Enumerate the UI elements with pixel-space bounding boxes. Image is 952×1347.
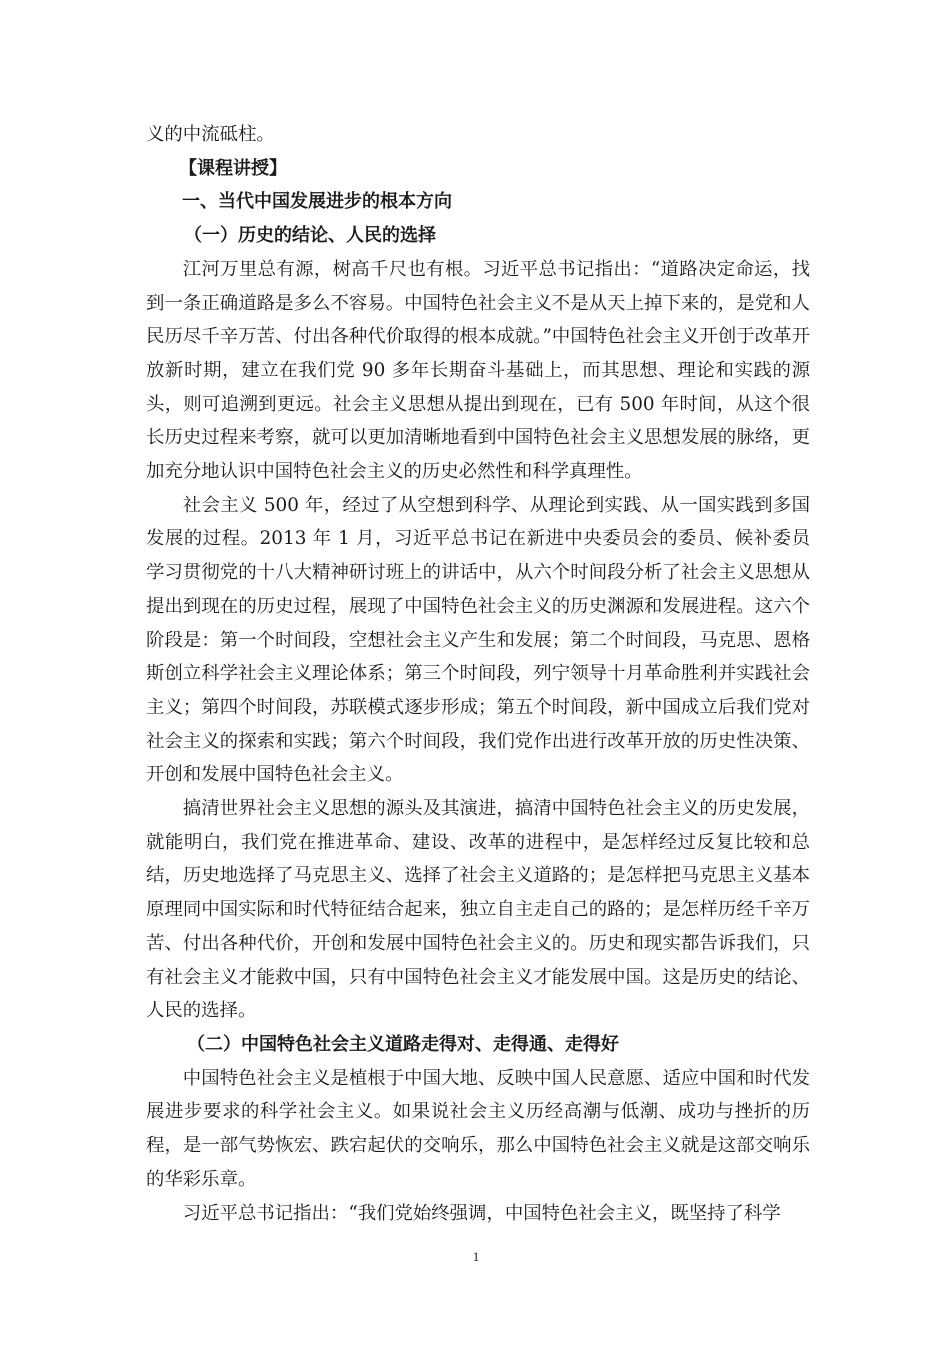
body-paragraph: 江河万里总有源，树高千尺也有根。习近平总书记指出：“道路决定命运，找到一条正确道路是多么不容易。中国特色社会主义不是从天上掉下来的，是党和人民历尽千辛万苦、付出各种代价取得的根本成就。”中国特色社会主义开创于改革开放新时期，建立在我们党 90 多年长期奋斗基础上，而其思想、理论和实践的源头，则可追溯到更远。社会主义思想从提出到现在，已有 500 年时间，从这个很长历史过程来考察，就可以更加清晰地看到中国特色社会主义思想发展的脉络，更加充分地认识中国特色社会主义的历史必然性和科学真理性。: [146, 258, 810, 483]
body-paragraph: 中国特色社会主义是植根于中国大地、反映中国人民意愿、适应中国和时代发展进步要求的科学社会主义。如果说社会主义历经高潮与低潮、成功与挫折的历程，是一部气势恢宏、跌宕起伏的交响乐，那么中国特色社会主义就是这部交响乐的华彩乐章。: [146, 1067, 810, 1190]
section-label-course-lecture: 【课程讲授】: [179, 157, 287, 179]
subsection-heading-2: （二）中国特色社会主义道路走得对、走得通、走得好: [187, 1033, 619, 1055]
body-paragraph: 社会主义 500 年，经过了从空想到科学、从理论到实践、从一国实践到多国发展的过程。2013 年 1 月，习近平总书记在新进中央委员会的委员、候补委员学习贯彻党的十八大精神研讨班上的讲话中，从六个时间段分析了社会主义思想从提出到现在的历史过程，展现了中国特色社会主义的历史渊源和发展进程。这六个阶段是：第一个时间段，空想社会主义产生和发展；第二个时间段，马克思、恩格斯创立科学社会主义理论体系；第三个时间段，列宁领导十月革命胜利并实践社会主义；第四个时间段，苏联模式逐步形成；第五个时间段，新中国成立后我们党对社会主义的探索和实践；第六个时间段，我们党作出进行改革开放的历史性决策、开创和发展中国特色社会主义。: [146, 494, 810, 786]
section-heading-1: 一、当代中国发展进步的根本方向: [182, 191, 452, 213]
subsection-heading-1: （一）历史的结论、人民的选择: [184, 225, 436, 247]
body-paragraph: 搞清世界社会主义思想的源头及其演进，搞清中国特色社会主义的历史发展，就能明白，我们党在推进革命、建设、改革的进程中，是怎样经过反复比较和总结，历史地选择了马克思主义、选择了社会主义道路的；是怎样把马克思主义基本原理同中国实际和时代特征结合起来，独立自主走自己的路的；是怎样历经千辛万苦、付出各种代价，开创和发展中国特色社会主义的。历史和现实都告诉我们，只有社会主义才能救中国，只有中国特色社会主义才能发展中国。这是历史的结论、人民的选择。: [146, 798, 810, 1022]
body-paragraph: 习近平总书记指出：“我们党始终强调，中国特色社会主义，既坚持了科学: [182, 1202, 781, 1224]
page-number: 1: [472, 1249, 480, 1264]
document-body: [146, 118, 810, 1230]
paragraph-continuation: 义的中流砥柱。: [146, 124, 275, 145]
